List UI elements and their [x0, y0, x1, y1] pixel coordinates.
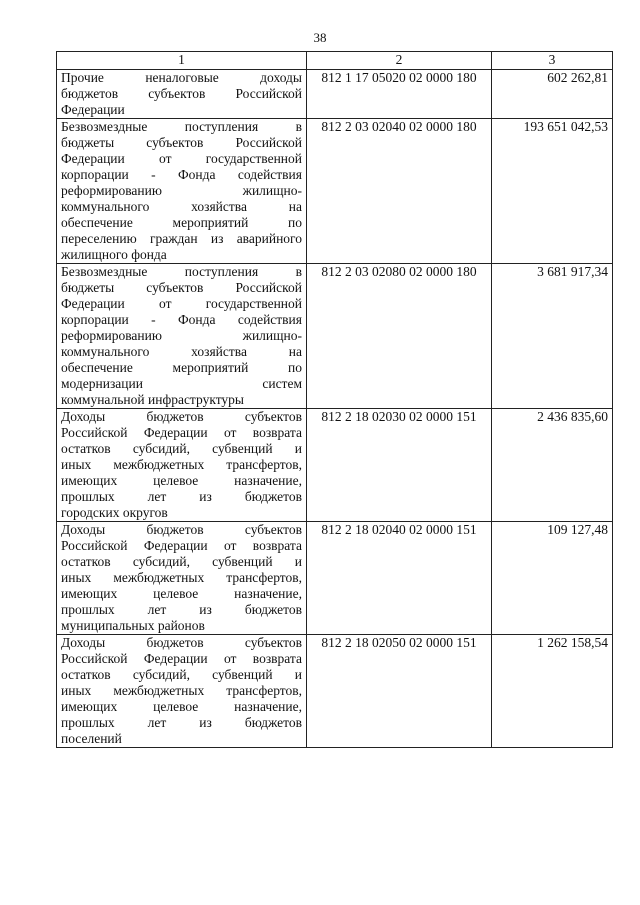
description-line: Российской Федерации от возврата: [61, 538, 302, 553]
row-description: [57, 119, 307, 264]
description-line: имеющих целевое назначение,: [61, 473, 302, 488]
row-amount: 1 262 158,54: [492, 635, 613, 748]
description-line: Безвозмездные поступления в: [61, 119, 302, 134]
description-line: обеспечение мероприятий по: [61, 360, 302, 375]
table-row: [57, 409, 613, 522]
description-line: Федерации от государственной: [61, 296, 302, 311]
description-line: Доходы бюджетов субъектов: [61, 409, 302, 424]
description-line: имеющих целевое назначение,: [61, 586, 302, 601]
row-budget-code: 812 2 03 02040 02 0000 180: [307, 119, 492, 264]
table-row: [57, 70, 613, 119]
table-row: [57, 522, 613, 635]
description-line: Российской Федерации от возврата: [61, 651, 302, 666]
row-budget-code: 812 2 18 02050 02 0000 151: [307, 635, 492, 748]
header-column-2: 2: [307, 52, 492, 70]
row-amount: 602 262,81: [492, 70, 613, 119]
description-line: Российской Федерации от возврата: [61, 425, 302, 440]
table-header-row: [57, 52, 613, 70]
description-line: городских округов: [61, 505, 168, 520]
description-line: остатков субсидий, субвенций и: [61, 667, 302, 682]
description-line: переселению граждан из аварийного: [61, 231, 302, 246]
table-body: [57, 70, 613, 748]
description-line: Федерации: [61, 102, 125, 117]
description-line: муниципальных районов: [61, 618, 205, 633]
description-line: прошлых лет из бюджетов: [61, 715, 302, 730]
description-line: иных межбюджетных трансфертов,: [61, 570, 302, 585]
row-budget-code: 812 2 18 02040 02 0000 151: [307, 522, 492, 635]
description-line: остатков субсидий, субвенций и: [61, 554, 302, 569]
row-budget-code: 812 2 18 02030 02 0000 151: [307, 409, 492, 522]
row-amount: 3 681 917,34: [492, 264, 613, 409]
description-line: остатков субсидий, субвенций и: [61, 441, 302, 456]
description-line: Доходы бюджетов субъектов: [61, 635, 302, 650]
description-line: бюджеты субъектов Российской: [61, 135, 302, 150]
description-line: иных межбюджетных трансфертов,: [61, 683, 302, 698]
description-line: Прочие неналоговые доходы: [61, 70, 302, 85]
page-number: 38: [313, 30, 327, 45]
table-row: [57, 119, 613, 264]
header-column-1: 1: [57, 52, 307, 70]
description-line: имеющих целевое назначение,: [61, 699, 302, 714]
row-description: [57, 70, 307, 119]
row-amount: 193 651 042,53: [492, 119, 613, 264]
description-line: бюджетов субъектов Российской: [61, 86, 302, 101]
description-line: коммунальной инфраструктуры: [61, 392, 244, 407]
row-amount: 2 436 835,60: [492, 409, 613, 522]
description-line: поселений: [61, 731, 122, 746]
row-budget-code: 812 1 17 05020 02 0000 180: [307, 70, 492, 119]
description-line: прошлых лет из бюджетов: [61, 489, 302, 504]
row-amount: 109 127,48: [492, 522, 613, 635]
description-line: корпорации - Фонда содействия: [61, 167, 302, 182]
description-line: Безвозмездные поступления в: [61, 264, 302, 279]
description-line: иных межбюджетных трансфертов,: [61, 457, 302, 472]
description-line: реформированию жилищно-: [61, 183, 302, 198]
revenue-table: [56, 51, 613, 748]
header-column-3: 3: [492, 52, 613, 70]
row-description: [57, 409, 307, 522]
description-line: коммунального хозяйства на: [61, 199, 302, 214]
description-line: Доходы бюджетов субъектов: [61, 522, 302, 537]
description-line: Федерации от государственной: [61, 151, 302, 166]
description-line: модернизации систем: [61, 376, 302, 391]
row-budget-code: 812 2 03 02080 02 0000 180: [307, 264, 492, 409]
row-description: [57, 264, 307, 409]
table-row: [57, 264, 613, 409]
row-description: [57, 635, 307, 748]
description-line: обеспечение мероприятий по: [61, 215, 302, 230]
row-description: [57, 522, 307, 635]
description-line: коммунального хозяйства на: [61, 344, 302, 359]
description-line: прошлых лет из бюджетов: [61, 602, 302, 617]
description-line: жилищного фонда: [61, 247, 167, 262]
table-row: [57, 635, 613, 748]
description-line: реформированию жилищно-: [61, 328, 302, 343]
description-line: корпорации - Фонда содействия: [61, 312, 302, 327]
description-line: бюджеты субъектов Российской: [61, 280, 302, 295]
